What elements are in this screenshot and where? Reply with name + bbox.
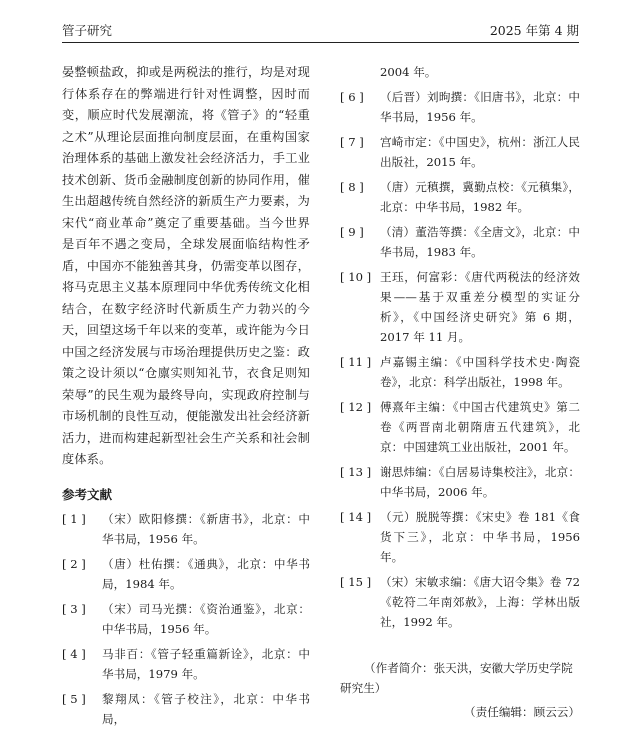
issue-number: 2025 年第 4 期 [489, 23, 579, 38]
reference-item [340, 132, 580, 172]
journal-title: 管子研究 [62, 23, 113, 38]
reference-item [62, 509, 310, 549]
reference-text: （清）董浩等撰：《全唐文》，北京：中华书局，1983 年。 [380, 225, 580, 259]
reference-item [340, 572, 580, 632]
reference-text: 宫崎市定：《中国史》，杭州：浙江人民出版社，2015 年。 [380, 135, 580, 169]
reference-item [340, 462, 580, 502]
reference-item [62, 644, 310, 684]
reference-item [340, 177, 580, 217]
reference-number: [ 13 ] [340, 465, 372, 479]
reference-item [62, 554, 310, 594]
references-list-left [62, 509, 310, 729]
right-column [340, 62, 580, 722]
reference-number: [ 11 ] [340, 355, 372, 369]
reference-item [340, 222, 580, 262]
reference-text: 黎翔凤：《管子校注》，北京：中华书局， [102, 691, 310, 726]
reference-text: 马非百：《管子轻重篇新诠》，北京：中华书局，1979 年。 [102, 646, 310, 681]
reference-text: （宋）欧阳修撰：《新唐书》，北京：中华书局，1956 年。 [102, 511, 310, 546]
reference-item [340, 87, 580, 127]
reference-text: （唐）元稹撰，冀勤点校：《元稹集》，北京：中华书局，1982 年。 [380, 180, 580, 214]
reference-text: （宋）宋敏求编：《唐大诏令集》卷 72《乾符二年南郊赦》，上海：学林出版社，1992 年。 [380, 575, 580, 629]
reference-text: （宋）司马光撰：《资治通鉴》，北京：中华书局，1956 年。 [102, 601, 310, 636]
author-info: （作者简介：张天洪，安徽大学历史学院研究生） [340, 661, 573, 695]
reference-number: [ 6 ] [340, 90, 364, 104]
reference-number: [ 3 ] [62, 601, 86, 616]
reference-text: （唐）杜佑撰：《通典》，北京：中华书局，1984 年。 [102, 556, 310, 591]
reference-number: [ 14 ] [340, 510, 372, 524]
reference-number: [ 4 ] [62, 646, 86, 661]
references-heading: 参考文献 [62, 486, 113, 502]
reference-number: [ 2 ] [62, 556, 86, 571]
reference-number: [ 9 ] [340, 225, 364, 239]
page-header [62, 20, 579, 43]
reference-text: （元）脱脱等撰：《宋史》卷 181《食货下三》，北京：中华书局，1956 年。 [380, 510, 580, 564]
reference-text: 傅熹年主编：《中国古代建筑史》第二卷《两晋南北朝隋唐五代建筑》，北京：中国建筑工业出版社，2001 年。 [380, 400, 580, 454]
reference-text: 王珏，何富彩：《唐代两税法的经济效果——基于双重差分模型的实证分析》，《中国经济史研究》第 6 期，2017 年 11 月。 [380, 270, 580, 344]
references-list-right [340, 87, 580, 632]
reference-number: [ 5 ] [62, 691, 86, 706]
reference-text: 卢嘉锡主编：《中国科学技术史·陶瓷卷》，北京：科学出版社，1998 年。 [380, 355, 580, 389]
reference-number: [ 1 ] [62, 511, 86, 526]
reference-number: [ 8 ] [340, 180, 364, 194]
left-column [62, 62, 310, 734]
reference-text: （后晋）刘昫撰：《旧唐书》，北京：中华书局，1956 年。 [380, 90, 580, 124]
reference-number: [ 7 ] [340, 135, 364, 149]
reference-text: 谢思炜编：《白居易诗集校注》，北京：中华书局，2006 年。 [380, 465, 580, 499]
reference-number: [ 15 ] [340, 575, 372, 589]
reference-item [62, 689, 310, 729]
reference-item [340, 352, 580, 392]
reference-number: [ 10 ] [340, 270, 372, 284]
reference-item [340, 397, 580, 457]
reference-number: [ 12 ] [340, 400, 372, 414]
reference-item [340, 507, 580, 567]
reference-text: 2004 年。 [380, 65, 437, 79]
responsible-editor: （责任编辑：顾云云） [464, 705, 580, 719]
reference-item [62, 599, 310, 639]
body-paragraph: 晏整顿盐政，抑或是两税法的推行，均是对现行体系存在的弊端进行针对性调整，因时而变，顺应时代发展潮流，将《管子》的“轻重之术”从理论层面推向制度层面，在重构国家治理体系的基础上激发社会经济活力，手工业技术创新、货币金融制度创新的协同作用，催生出超越传统自然经济的新质生产力要素，为宋代“商业革命”奠定了重要基础。当今世界是百年不遇之变局，全球发展面临结构性矛盾，中国亦不能独善其身，仍需变革以图存，将马克思主义基本原理同中华优秀传统文化相结合，在数字经济时代新质生产力勃兴的今天，回望这场千年以来的变革，或许能为今日中国之经济发展与市场治理提供历史之鉴：政策之设计须以“仓廪实则知礼节，衣食足则知荣辱”的民生观为最终导向，实现政府控制与市场机制的良性互动，便能激发出社会经济新活力，进而构建起新型社会生产关系和社会制度体系。 [62, 65, 310, 466]
reference-continuation [340, 62, 580, 82]
reference-item [340, 267, 580, 347]
